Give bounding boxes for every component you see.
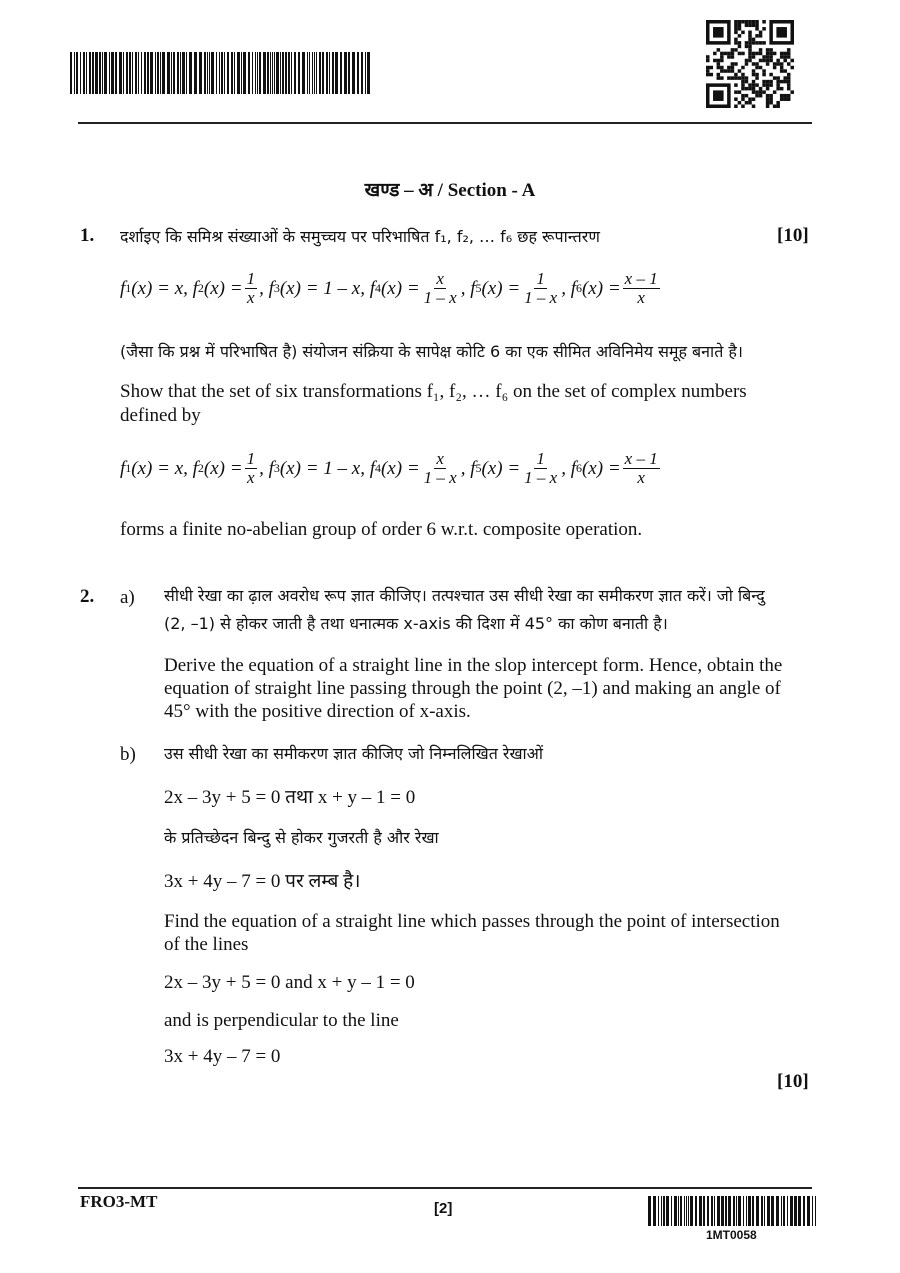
qr-module [762,27,766,31]
paper-code: FRO3-MT [80,1192,158,1211]
qr-module [745,101,749,105]
qr-module [773,62,777,66]
question-2b-hindi-line2: के प्रतिच्छेदन बिन्दु से होकर गुजरती है और रेखा [164,828,439,847]
qr-module [769,80,773,84]
qr-module [741,87,745,91]
qr-module [741,80,745,84]
qr-module [738,41,742,45]
qr-module [773,104,777,108]
qr-module [759,48,763,52]
qr-module [780,80,784,84]
page-number: [2] [434,1200,453,1217]
qr-module [727,66,731,70]
qr-module [759,41,763,45]
qr-module [752,55,756,59]
qr-module [738,34,742,38]
qr-module [773,66,777,70]
qr-module [787,73,791,77]
qr-module [755,90,759,94]
qr-module [748,24,752,28]
qr-module [762,59,766,63]
qr-module [787,80,791,84]
qr-module [738,45,742,49]
qr-module [745,45,749,49]
qr-module [741,104,745,108]
qr-module [759,94,763,98]
question-1-equation-hindi: f 1 (x) = x, f 2 (x) = $\frac{1}{x}$ , f 3 (x) = 1 – x, f 4 (x) = $\frac{x}{1 - x}$ , f 5 (x) = $\frac{1}{1 - x}$ , f 6 (x) = $\frac{x - 1}{x}$ [120,269,658,307]
qr-module [755,73,759,77]
qr-module [752,104,756,108]
qr-module [734,31,738,35]
question-2-part-a-label: a) [120,587,135,608]
qr-module [755,83,759,87]
qr-module [748,38,752,42]
question-2-number: 2. [80,586,95,607]
qr-module [780,66,784,70]
question-1-equation-english: f 1 (x) = x, f 2 (x) = $\frac{1}{x}$ , f 3 (x) = 1 – x, f 4 (x) = $\frac{x}{1 - x}$ , f 5 (x) = $\frac{1}{1 - x}$ , f 6 (x) = $\frac{x - 1}{x}$ [120,449,658,487]
qr-module [727,76,731,80]
qr-module [752,87,756,91]
qr-module [745,94,749,98]
qr-module [755,27,759,31]
qr-module [738,20,742,24]
qr-module [748,83,752,87]
qr-module [773,90,777,94]
question-2b-hindi-line1: उस सीधी रेखा का समीकरण ज्ञात कीजिए जो निम्नलिखित रेखाओं [164,744,544,763]
qr-module [745,20,749,24]
question-2b-english-line2: of the lines [164,934,249,955]
qr-module [706,59,710,63]
qr-module [766,97,770,101]
question-2a-english-line2: equation of straight line passing through the point (2, –1) and making an angle of [164,678,781,699]
qr-module [748,97,752,101]
qr-module [731,55,735,59]
qr-module [766,55,770,59]
qr-module [780,69,784,73]
qr-module [783,59,787,63]
qr-module [762,73,766,77]
qr-module [752,80,756,84]
header-divider [78,122,812,124]
qr-module [787,87,791,91]
qr-module [787,94,791,98]
qr-module [759,34,763,38]
qr-module [741,31,745,35]
qr-module [713,90,724,101]
qr-module [734,41,738,45]
qr-module [787,76,791,80]
qr-module [713,59,717,63]
section-title-english: Section - A [447,180,536,201]
qr-module [748,87,752,91]
qr-module [734,38,738,42]
qr-module [787,62,791,66]
qr-module [731,69,735,73]
qr-module [720,52,724,56]
qr-module [783,52,787,56]
qr-module [741,73,745,77]
qr-module [766,94,770,98]
qr-module [738,76,742,80]
qr-module [755,24,759,28]
qr-module [752,20,756,24]
qr-module [717,62,721,66]
qr-module [734,83,738,87]
question-2-part-b-label: b) [120,744,136,765]
qr-module [717,66,721,70]
qr-module [769,73,773,77]
qr-module [706,69,710,73]
qr-module [776,59,780,63]
qr-module [752,38,756,42]
qr-module [759,52,763,56]
qr-module [752,73,756,77]
qr-module [787,97,791,101]
qr-module [724,52,728,56]
qr-module [752,83,756,87]
qr-module [741,66,745,70]
qr-module [766,62,770,66]
qr-module [759,59,763,63]
qr-module [741,20,745,24]
qr-module [769,83,773,87]
qr-module [755,62,759,66]
qr-module [787,48,791,52]
barcode-label: 1MT0058 [706,1228,757,1242]
qr-module [769,48,773,52]
qr-module [731,76,735,80]
qr-code-icon [706,20,794,108]
qr-module [769,101,773,105]
qr-module [752,41,756,45]
qr-module [752,90,756,94]
qr-module [776,87,780,91]
qr-module [727,52,731,56]
qr-module [766,80,770,84]
question-1-hindi-outro: (जैसा कि प्रश्न में परिभाषित है) संयोजन संक्रिया के सापेक्ष कोटि 6 का एक सीमित अविनिमेय समूह बनाते है। [120,342,743,361]
qr-module [755,76,759,80]
qr-module [783,80,787,84]
qr-module [780,52,784,56]
qr-module [783,69,787,73]
qr-module [773,76,777,80]
qr-module [762,83,766,87]
qr-module [745,41,749,45]
question-2a-english-line1: Derive the equation of a straight line in the slop intercept form. Hence, obtain the [164,655,783,676]
qr-module [745,62,749,66]
footer-divider [78,1187,812,1189]
qr-module [748,101,752,105]
question-2a-hindi-line1: सीधी रेखा का ढ़ाल अवरोध रूप ज्ञात कीजिए। तत्पश्चात उस सीधी रेखा का समीकरण ज्ञात करें। जो बिन्दु [164,586,765,605]
qr-module [755,52,759,56]
qr-module [769,52,773,56]
qr-module [748,34,752,38]
qr-module [738,69,742,73]
qr-module [790,59,794,63]
qr-module [755,20,759,24]
qr-module [720,66,724,70]
qr-module [720,69,724,73]
qr-module [748,59,752,63]
qr-module [731,62,735,66]
qr-module [706,55,710,59]
qr-module [780,97,784,101]
qr-module [766,52,770,56]
qr-module [748,31,752,35]
question-1-english-intro-line2: defined by [120,405,201,426]
qr-module [741,83,745,87]
question-1-marks: [10] [777,225,809,246]
qr-module [748,48,752,52]
qr-module [734,27,738,31]
qr-module [745,24,749,28]
qr-module [759,31,763,35]
qr-module [776,80,780,84]
qr-module [769,59,773,63]
qr-module [738,52,742,56]
qr-module [720,76,724,80]
qr-module [773,52,777,56]
qr-module [776,76,780,80]
qr-module [752,69,756,73]
qr-module [734,24,738,28]
qr-module [776,62,780,66]
qr-module [731,48,735,52]
question-2b-hindi-equation1: 2x – 3y + 5 = 0 तथा x + y – 1 = 0 [164,787,416,808]
qr-module [734,90,738,94]
qr-module [738,24,742,28]
question-2a-hindi-line2: (2, –1) से होकर जाती है तथा धनात्मक x-axis की दिशा में 45° का कोण बनाती है। [164,614,668,633]
qr-module [790,90,794,94]
qr-module [755,94,759,98]
question-2-marks: [10] [777,1071,809,1092]
qr-module [755,66,759,70]
barcode-bottom [648,1196,820,1226]
qr-module [762,20,766,24]
qr-module [780,55,784,59]
question-2b-hindi-equation2: 3x + 4y – 7 = 0 पर लम्ब है। [164,871,361,892]
qr-module [713,52,717,56]
qr-module [759,66,763,70]
qr-module [783,76,787,80]
section-separator: / [432,180,448,201]
qr-module [727,69,731,73]
question-2b-english-line1: Find the equation of a straight line which passes through the point of intersection [164,911,780,932]
barcode-gap [370,52,372,94]
qr-module [706,73,710,77]
qr-module [766,104,770,108]
question-1-english-outro: forms a finite no-abelian group of order 6 w.r.t. composite operation. [120,519,643,540]
qr-module [787,55,791,59]
qr-module [766,87,770,91]
question-1-number: 1. [80,225,95,246]
qr-module [762,80,766,84]
section-title-hindi: खण्ड – अ [364,180,433,201]
qr-module [766,101,770,105]
qr-module [717,76,721,80]
qr-module [787,83,791,87]
qr-module [752,52,756,56]
qr-module [748,52,752,56]
qr-module [717,73,721,77]
qr-module [766,48,770,52]
qr-module [741,52,745,56]
qr-module [734,20,738,24]
qr-module [752,62,756,66]
qr-module [748,55,752,59]
qr-module [734,76,738,80]
qr-module [741,94,745,98]
qr-module [717,59,721,63]
question-2b-english-equation2: 3x + 4y – 7 = 0 [164,1046,281,1067]
qr-module [787,52,791,56]
qr-module [717,48,721,52]
qr-module [731,66,735,70]
qr-module [710,73,714,77]
question-2a-english-line3: 45° with the positive direction of x-axis. [164,701,471,722]
qr-module [734,62,738,66]
qr-module [755,34,759,38]
qr-module [762,55,766,59]
qr-module [741,76,745,80]
qr-module [780,87,784,91]
question-1-hindi-intro: दर्शाइए कि समिश्र संख्याओं के समुच्चय पर परिभाषित f₁, f₂, … f₆ छह रूपान्तरण [120,227,600,246]
qr-module [762,90,766,94]
qr-module [780,62,784,66]
qr-module [769,97,773,101]
qr-module [734,73,738,77]
qr-module [745,80,749,84]
qr-module [741,97,745,101]
qr-module [752,97,756,101]
qr-module [776,101,780,105]
qr-module [762,69,766,73]
qr-module [713,27,724,38]
qr-module [783,97,787,101]
question-2b-english-line3: and is perpendicular to the line [164,1010,399,1031]
qr-module [720,59,724,63]
qr-module [710,66,714,70]
qr-module [738,27,742,31]
qr-module [766,83,770,87]
qr-module [780,94,784,98]
qr-module [776,27,787,38]
qr-module [759,87,763,91]
qr-module [720,55,724,59]
qr-module [745,76,749,80]
qr-module [727,55,731,59]
qr-module [790,66,794,70]
qr-module [745,59,749,63]
qr-module [748,41,752,45]
qr-module [783,94,787,98]
qr-module [769,94,773,98]
qr-module [734,48,738,52]
qr-module [752,24,756,28]
qr-module [734,97,738,101]
qr-module [706,66,710,70]
qr-module [724,69,728,73]
question-1-english-intro-line1: Show that the set of six transformations f₁, f₂, … f₆ on the set of complex numbers [120,381,747,402]
qr-module [783,55,787,59]
qr-module [745,87,749,91]
section-title [0,176,900,202]
qr-module [734,104,738,108]
qr-module [738,90,742,94]
barcode-top [70,52,372,94]
qr-module [776,104,780,108]
qr-module [769,55,773,59]
qr-module [776,83,780,87]
qr-module [755,41,759,45]
qr-module [762,41,766,45]
qr-module [748,20,752,24]
barcode-gap [816,1196,818,1226]
question-2b-english-equation1: 2x – 3y + 5 = 0 and x + y – 1 = 0 [164,972,415,993]
qr-module [748,45,752,49]
qr-module [759,90,763,94]
qr-module [766,59,770,63]
qr-module [738,101,742,105]
qr-module [731,52,735,56]
